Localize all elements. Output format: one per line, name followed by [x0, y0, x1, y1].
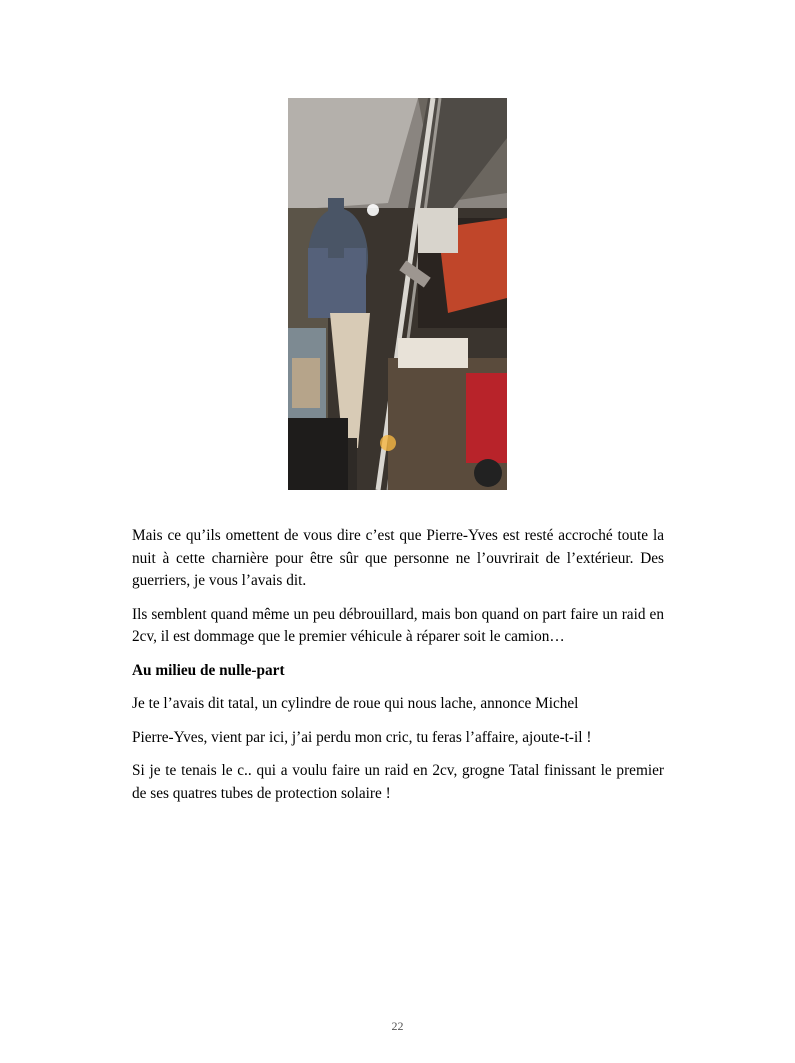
body-text — [132, 525, 664, 816]
section-heading: Au milieu de nulle-part — [132, 661, 285, 679]
paragraph-4: Pierre-Yves, vient par ici, j’ai perdu mon cric, tu feras l’affaire, ajoute-t-il ! — [132, 728, 592, 746]
photo-image-icon — [288, 98, 507, 490]
paragraph-5: Si je te tenais le c.. qui a voulu faire un raid en 2cv, grogne Tatal finissant le premier de ses quatres tubes de protection solaire ! — [132, 762, 664, 802]
welding-photo — [288, 98, 507, 490]
page-number: 22 — [391, 1019, 404, 1033]
paragraph-2: Ils semblent quand même un peu débrouillard, mais bon quand on part faire un raid en 2cv, il est dommage que le premier véhicule à réparer soit le camion… — [132, 605, 664, 645]
paragraph-3: Je te l’avais dit tatal, un cylindre de roue qui nous lache, annonce Michel — [132, 695, 579, 712]
paragraph-1: Mais ce qu’ils omettent de vous dire c’est que Pierre-Yves est resté accroché toute la nuit à cette charnière pour être sûr que personne ne l’ouvrirait de l’extérieur. Des guerriers, je vous l’avais dit. — [132, 527, 664, 589]
